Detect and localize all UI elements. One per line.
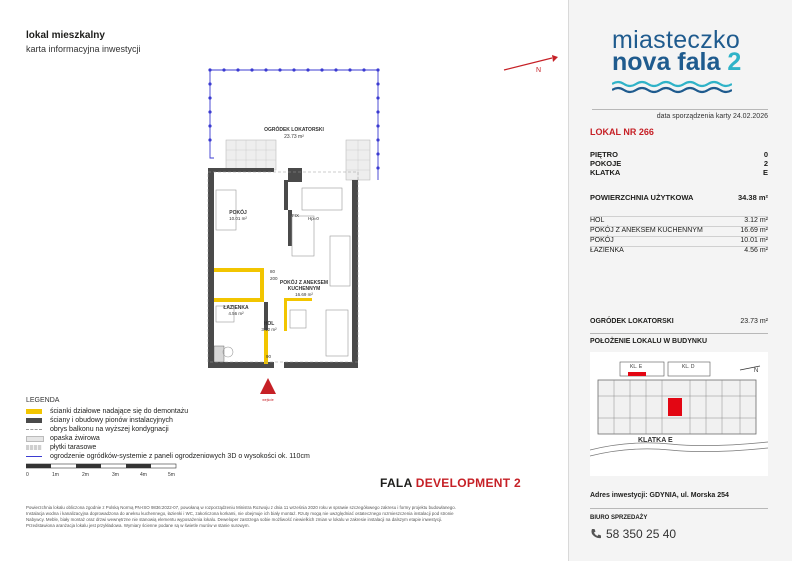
- phone-icon: [590, 528, 602, 540]
- fix-label: FIX: [292, 213, 300, 218]
- staircase-label: KLATKA: [590, 168, 621, 177]
- brand-line1: miasteczko: [612, 26, 741, 54]
- entry-door-width: 90: [266, 354, 272, 359]
- waves-logo-icon: [612, 80, 732, 94]
- north-arrow-icon: [500, 52, 560, 74]
- scale-label: 4m: [140, 472, 147, 478]
- location-map: [590, 352, 768, 476]
- legend-title: LEGENDA: [26, 397, 60, 404]
- disclaimer-text: Powierzchnia lokalu obliczona zgodnie z Polską Normą PN-ISO 9836:2022-07, powołaną w rozporządzeniu Ministra Rozwoju z dnia 11 września 2020 roku w sprawie szczegółowego zakresu i formy projektu budowlanego. Instalacja wodna i kanalizacyjna doprowadzona do aneksu kuchennego, łazienki i WC, zakończona korkami, nie obejmuje ich biały montaż. Rzuty mogą nie uwzględniać ostatecznego rozmieszczenia instalacji pod stronie Nabywcy. Meble, biały montaż oraz drzwi wewnętrzne nie stanowią elementu wyposażenia lokalu. Deweloper zastrzega sobie możliwość niewielkich zmian w lokalu w zakresie instalacji na dalszym etapie inwestycji. Przedstawiona aranżacja lokalu jest przykładowa. Wymiary ścienne podane są w świetle murów w stanie surowym.: [26, 505, 456, 528]
- entrance-arrow-icon: [260, 378, 276, 394]
- unit-title: LOKAL NR 266: [590, 127, 654, 137]
- usable-area-value: 34.38 m²: [737, 193, 768, 202]
- card-date: data sporządzenia karty 24.02.2026: [656, 113, 768, 120]
- legend-swatch: [26, 445, 42, 450]
- garden-room-label: OGRÓDEK LOKATORSKI: [264, 127, 324, 133]
- sales-label: BIURO SPRZEDAŻY: [590, 515, 648, 521]
- hp-label: Hp=0: [308, 216, 319, 221]
- location-rule: [590, 333, 768, 334]
- floor-plan: [180, 60, 420, 405]
- legend-swatch: [26, 418, 42, 423]
- map-klatka-label: KLATKA E: [638, 437, 673, 444]
- brand-number: 2: [727, 48, 742, 76]
- room-area: 3.12 m²: [744, 217, 768, 224]
- door-height: 200: [270, 276, 278, 281]
- staircase-value: E: [762, 168, 768, 177]
- legend-swatch: [26, 409, 42, 414]
- garden-value: 23.73 m²: [740, 318, 768, 325]
- scale-bar: [26, 462, 186, 480]
- legend-text: ścianki działowe nadające się do demontażu: [50, 408, 189, 415]
- sales-phone[interactable]: 58 350 25 40: [606, 527, 677, 541]
- legend-swatch: [26, 436, 44, 442]
- room-area: 10.01 m²: [740, 237, 768, 244]
- north-label: N: [536, 67, 542, 74]
- developer-name: FALA: [380, 476, 413, 490]
- legend-text: ściany i obudowy pionów instalacyjnych: [50, 417, 173, 424]
- legend-text: ogrodzenie ogródków-systemie z paneli ogrodzeniowych 3D o wysokości ok. 110cm: [50, 453, 310, 460]
- room-label-pokoj: POKÓJ: [229, 210, 247, 216]
- scale-label: 1m: [52, 472, 59, 478]
- brand-name: nova fala: [612, 48, 721, 76]
- room-area-lazienka: 4.56 m²: [228, 311, 244, 316]
- document-type: lokal mieszkalny: [26, 30, 105, 41]
- scale-label: 5m: [168, 472, 175, 478]
- rooms-value: 2: [763, 159, 768, 168]
- unit-highlight: [668, 398, 682, 416]
- room-area: 4.56 m²: [744, 247, 768, 254]
- room-name: ŁAZIENKA: [590, 247, 624, 254]
- scale-label: 2m: [82, 472, 89, 478]
- legend-swatch: [26, 456, 42, 457]
- room-row: [590, 246, 768, 257]
- floor-label: PIĘTRO: [590, 150, 618, 159]
- room-area-aneks: 16.69 m²: [295, 292, 313, 297]
- document-subtitle: karta informacyjna inwestycji: [26, 44, 141, 54]
- legend-text: opaska żwirowa: [50, 435, 100, 442]
- legend-swatch: [26, 429, 42, 430]
- garden-room-area: 23.73 m²: [284, 134, 304, 140]
- garden-label: OGRÓDEK LOKATORSKI: [590, 318, 674, 325]
- room-name: POKÓJ Z ANEKSEM KUCHENNYM: [590, 227, 703, 234]
- legend-text: płytki tarasowe: [50, 444, 97, 451]
- floor-value: 0: [763, 150, 768, 159]
- brand-line2: [612, 48, 741, 77]
- date-rule: [592, 109, 768, 110]
- investment-address: Adres inwestycji: GDYNIA, ul. Morska 254: [590, 492, 729, 499]
- room-label-aneks-2: KUCHENNYM: [287, 286, 321, 292]
- room-name: HOL: [590, 217, 605, 224]
- scale-label: 0: [26, 472, 29, 478]
- scale-label: 3m: [112, 472, 119, 478]
- room-label-aneks-1: POKÓJ Z ANEKSEM: [279, 280, 329, 286]
- location-title: POŁOŻENIE LOKALU W BUDYNKU: [590, 338, 708, 345]
- door-width: 80: [270, 269, 276, 274]
- usable-area-label: POWIERZCHNIA UŻYTKOWA: [590, 193, 694, 202]
- rooms-label: POKOJE: [590, 159, 622, 168]
- room-label-lazienka: ŁAZIENKA: [223, 305, 249, 311]
- panel-divider: [568, 0, 569, 561]
- room-area-hol: 3.12 m²: [261, 327, 277, 332]
- legend-text: obrys balkonu na wyższej kondygnacji: [50, 426, 169, 433]
- entrance-label: wejście: [262, 398, 274, 402]
- developer-logo: [380, 476, 521, 490]
- room-area: 16.69 m²: [740, 227, 768, 234]
- svg-text:N: N: [754, 368, 759, 374]
- room-label-hol: HOL: [263, 321, 275, 327]
- sales-rule: [590, 508, 768, 509]
- room-area-pokoj: 10.01 m²: [229, 216, 247, 221]
- developer-suffix: DEVELOPMENT 2: [415, 476, 521, 490]
- map-kl-d: KL. D: [682, 364, 695, 370]
- room-name: POKÓJ: [590, 237, 614, 244]
- map-kl-e: KL. E: [630, 364, 643, 370]
